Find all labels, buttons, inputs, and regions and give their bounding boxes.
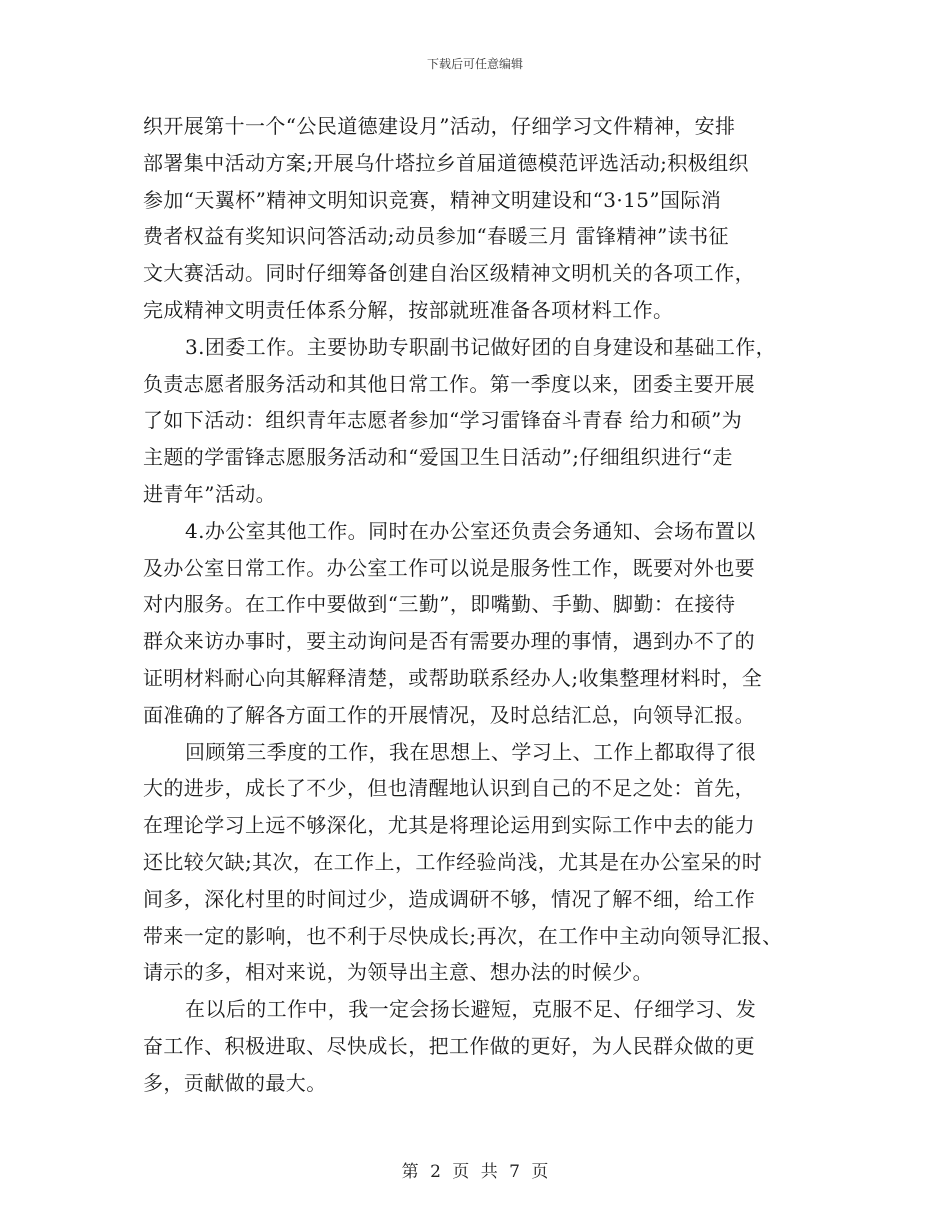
text-line: 负责志愿者服务活动和其他日常工作。第一季度以来，团委主要开展 [143, 371, 755, 396]
text-line: 对内服务。在工作中要做到“三勤”，即嘴勤、手勤、脚勤：在接待 [143, 592, 736, 617]
text-line: 部署集中活动方案;开展乌什塔拉乡首届道德模范评选活动;积极组织 [143, 150, 749, 175]
text-line: 奋工作、积极进取、尽快成长，把工作做的更好，为人民群众做的更 [143, 1033, 755, 1058]
text-line: 了如下活动：组织青年志愿者参加“学习雷锋奋斗青春 给力和硕”为 [143, 408, 743, 433]
text-line: 4.办公室其他工作。同时在办公室还负责会务通知、会场布置以 [185, 518, 756, 543]
text-line: 多，贡献做的最大。 [143, 1070, 327, 1095]
text-line: 费者权益有奖知识问答活动;动员参加“春暖三月 雷锋精神”读书征 [143, 224, 729, 249]
text-line: 及办公室日常工作。办公室工作可以说是服务性工作，既要对外也要 [143, 555, 755, 580]
text-line: 织开展第十一个“公民道德建设月”活动，仔细学习文件精神，安排 [143, 114, 736, 138]
text-line: 还比较欠缺;其次，在工作上，工作经验尚浅，尤其是在办公室呆的时 [143, 849, 763, 874]
text-line: 群众来访办事时，要主动询问是否有需要办理的事情，遇到办不了的 [143, 629, 755, 654]
text-line: 证明材料耐心向其解释清楚，或帮助联系经办人;收集整理材料时，全 [143, 665, 763, 690]
text-line: 参加“天翼杯”精神文明知识竞赛，精神文明建设和“3·15”国际消 [143, 187, 722, 212]
text-line: 面准确的了解各方面工作的开展情况，及时总结汇总，向领导汇报。 [143, 702, 755, 727]
text-line: 主题的学雷锋志愿服务活动和“爱国卫生日活动”;仔细组织进行“走 [143, 445, 733, 470]
text-line: 请示的多，相对来说，为领导出主意、想办法的时候少。 [143, 960, 653, 985]
text-line: 带来一定的影响，也不利于尽快成长;再次，在工作中主动向领导汇报、 [143, 923, 783, 948]
text-line: 完成精神文明责任体系分解，按部就班准备各项材料工作。 [143, 297, 674, 322]
text-line: 在理论学习上远不够深化，尤其是将理论运用到实际工作中去的能力 [143, 813, 755, 838]
text-line: 在以后的工作中，我一定会扬长避短，克服不足、仔细学习、发 [185, 997, 757, 1022]
page-footer: 第 2 页 共 7 页 [401, 1162, 549, 1182]
page-header: 下载后可任意编辑 [426, 57, 523, 71]
text-line: 进青年”活动。 [143, 481, 277, 506]
text-line: 回顾第三季度的工作，我在思想上、学习上、工作上都取得了很 [185, 739, 757, 764]
text-line: 3.团委工作。主要协助专职副书记做好团的自身建设和基础工作， [185, 334, 777, 359]
text-line: 文大赛活动。同时仔细筹备创建自治区级精神文明机关的各项工作， [143, 261, 755, 286]
text-line: 大的进步，成长了不少，但也清醒地认识到自己的不足之处：首先， [143, 776, 755, 801]
document-body [143, 108, 813, 1102]
text-line: 间多，深化村里的时间过少，造成调研不够，情况了解不细，给工作 [143, 886, 755, 911]
